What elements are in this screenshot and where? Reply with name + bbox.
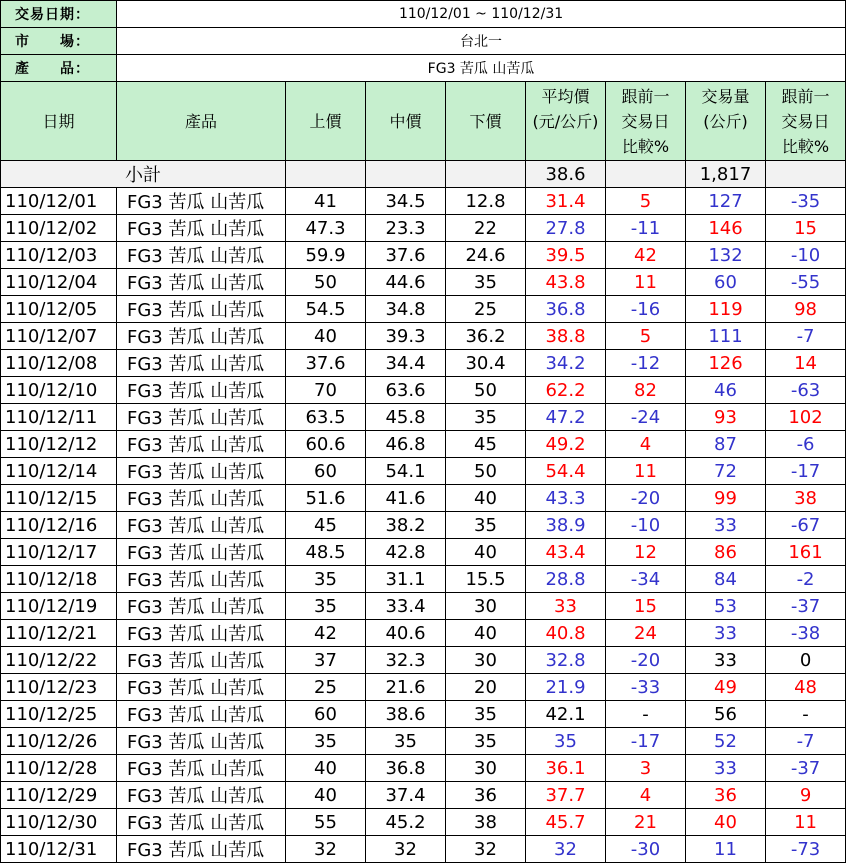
cell-middle-price: 37.4 — [366, 782, 446, 809]
cell-lower-price: 45 — [446, 431, 526, 458]
header-volume — [686, 82, 766, 161]
cell-avg-compare: -34 — [606, 566, 686, 593]
market-row — [1, 28, 846, 55]
cell-upper-price: 48.5 — [286, 539, 366, 566]
cell-middle-price: 42.8 — [366, 539, 446, 566]
cell-middle-price: 34.4 — [366, 350, 446, 377]
cell-date: 110/12/31 — [1, 836, 117, 863]
cell-lower-price: 15.5 — [446, 566, 526, 593]
cell-avg-compare: -12 — [606, 350, 686, 377]
cell-product: FG3 苦瓜 山苦瓜 — [117, 512, 286, 539]
cell-upper-price: 55 — [286, 809, 366, 836]
cell-date: 110/12/02 — [1, 215, 117, 242]
cell-middle-price: 45.8 — [366, 404, 446, 431]
cell-volume-compare: -55 — [766, 269, 846, 296]
cell-lower-price: 30.4 — [446, 350, 526, 377]
cell-date: 110/12/19 — [1, 593, 117, 620]
table-row — [1, 809, 846, 836]
cell-upper-price: 35 — [286, 593, 366, 620]
cell-lower-price: 35 — [446, 728, 526, 755]
cell-product: FG3 苦瓜 山苦瓜 — [117, 620, 286, 647]
cell-upper-price: 54.5 — [286, 296, 366, 323]
cell-product: FG3 苦瓜 山苦瓜 — [117, 674, 286, 701]
cell-upper-price: 70 — [286, 377, 366, 404]
trade-date-value: 110/12/01 ~ 110/12/31 — [117, 1, 846, 28]
header-volume-compare-line1: 跟前一 — [781, 86, 830, 106]
cell-product: FG3 苦瓜 山苦瓜 — [117, 323, 286, 350]
data-rows — [1, 188, 846, 863]
cell-middle-price: 38.6 — [366, 701, 446, 728]
cell-volume-compare: 102 — [766, 404, 846, 431]
cell-upper-price: 35 — [286, 566, 366, 593]
cell-avg-compare: 3 — [606, 755, 686, 782]
cell-lower-price: 40 — [446, 620, 526, 647]
table-row — [1, 350, 846, 377]
cell-product: FG3 苦瓜 山苦瓜 — [117, 593, 286, 620]
cell-middle-price: 36.8 — [366, 755, 446, 782]
header-avg-compare-line2: 交易日 — [621, 111, 670, 131]
cell-volume: 146 — [686, 215, 766, 242]
cell-upper-price: 40 — [286, 323, 366, 350]
cell-lower-price: 30 — [446, 647, 526, 674]
cell-volume: 46 — [686, 377, 766, 404]
cell-avg-compare: 15 — [606, 593, 686, 620]
cell-date: 110/12/15 — [1, 485, 117, 512]
table-row — [1, 404, 846, 431]
cell-product: FG3 苦瓜 山苦瓜 — [117, 431, 286, 458]
cell-product: FG3 苦瓜 山苦瓜 — [117, 701, 286, 728]
cell-volume: 40 — [686, 809, 766, 836]
cell-avg-compare: -17 — [606, 728, 686, 755]
subtotal-avg-price: 38.6 — [526, 161, 606, 188]
cell-middle-price: 54.1 — [366, 458, 446, 485]
cell-lower-price: 50 — [446, 377, 526, 404]
cell-lower-price: 20 — [446, 674, 526, 701]
cell-avg-price: 54.4 — [526, 458, 606, 485]
cell-avg-compare: 12 — [606, 539, 686, 566]
table-row — [1, 728, 846, 755]
cell-upper-price: 59.9 — [286, 242, 366, 269]
cell-middle-price: 32 — [366, 836, 446, 863]
header-avg-price — [526, 82, 606, 161]
cell-volume: 36 — [686, 782, 766, 809]
header-avg-compare-line1: 跟前一 — [621, 86, 670, 106]
cell-avg-price: 36.8 — [526, 296, 606, 323]
cell-date: 110/12/29 — [1, 782, 117, 809]
cell-lower-price: 40 — [446, 539, 526, 566]
cell-middle-price: 39.3 — [366, 323, 446, 350]
subtotal-row — [1, 161, 846, 188]
cell-upper-price: 41 — [286, 188, 366, 215]
cell-date: 110/12/03 — [1, 242, 117, 269]
cell-product: FG3 苦瓜 山苦瓜 — [117, 350, 286, 377]
cell-avg-compare: -30 — [606, 836, 686, 863]
cell-product: FG3 苦瓜 山苦瓜 — [117, 404, 286, 431]
cell-volume-compare: -73 — [766, 836, 846, 863]
cell-upper-price: 45 — [286, 512, 366, 539]
cell-lower-price: 25 — [446, 296, 526, 323]
cell-volume: 93 — [686, 404, 766, 431]
table-row — [1, 620, 846, 647]
cell-volume: 99 — [686, 485, 766, 512]
cell-lower-price: 38 — [446, 809, 526, 836]
cell-middle-price: 32.3 — [366, 647, 446, 674]
subtotal-label: 小計 — [1, 161, 286, 188]
header-middle-price: 中價 — [366, 82, 446, 161]
table-row — [1, 377, 846, 404]
cell-volume-compare: 98 — [766, 296, 846, 323]
cell-avg-compare: 5 — [606, 323, 686, 350]
cell-avg-price: 35 — [526, 728, 606, 755]
cell-volume: 56 — [686, 701, 766, 728]
header-product: 產品 — [117, 82, 286, 161]
trade-date-row — [1, 1, 846, 28]
cell-volume: 84 — [686, 566, 766, 593]
cell-lower-price: 24.6 — [446, 242, 526, 269]
column-header-row — [1, 82, 846, 161]
cell-middle-price: 33.4 — [366, 593, 446, 620]
cell-date: 110/12/25 — [1, 701, 117, 728]
cell-middle-price: 31.1 — [366, 566, 446, 593]
header-lower-price: 下價 — [446, 82, 526, 161]
cell-volume-compare: -63 — [766, 377, 846, 404]
cell-avg-compare: -10 — [606, 512, 686, 539]
cell-volume: 111 — [686, 323, 766, 350]
cell-upper-price: 50 — [286, 269, 366, 296]
cell-avg-compare: 4 — [606, 431, 686, 458]
cell-volume-compare: - — [766, 701, 846, 728]
cell-upper-price: 42 — [286, 620, 366, 647]
table-row — [1, 269, 846, 296]
market-label: 市 場： — [1, 28, 117, 55]
cell-volume-compare: -35 — [766, 188, 846, 215]
cell-date: 110/12/01 — [1, 188, 117, 215]
header-date: 日期 — [1, 82, 117, 161]
cell-volume: 126 — [686, 350, 766, 377]
cell-upper-price: 37 — [286, 647, 366, 674]
cell-avg-price: 39.5 — [526, 242, 606, 269]
cell-date: 110/12/07 — [1, 323, 117, 350]
table-row — [1, 188, 846, 215]
cell-volume-compare: 15 — [766, 215, 846, 242]
cell-middle-price: 35 — [366, 728, 446, 755]
table-row — [1, 593, 846, 620]
cell-avg-price: 43.3 — [526, 485, 606, 512]
cell-upper-price: 32 — [286, 836, 366, 863]
table-row — [1, 431, 846, 458]
cell-lower-price: 35 — [446, 701, 526, 728]
cell-lower-price: 35 — [446, 404, 526, 431]
header-volume-compare — [766, 82, 846, 161]
cell-avg-compare: -24 — [606, 404, 686, 431]
cell-product: FG3 苦瓜 山苦瓜 — [117, 809, 286, 836]
cell-avg-compare: 4 — [606, 782, 686, 809]
cell-volume-compare: -2 — [766, 566, 846, 593]
cell-product: FG3 苦瓜 山苦瓜 — [117, 755, 286, 782]
cell-date: 110/12/18 — [1, 566, 117, 593]
cell-middle-price: 37.6 — [366, 242, 446, 269]
table-row — [1, 539, 846, 566]
cell-upper-price: 51.6 — [286, 485, 366, 512]
cell-lower-price: 12.8 — [446, 188, 526, 215]
cell-avg-compare: -20 — [606, 485, 686, 512]
header-volume-line1: 交易量 — [701, 86, 750, 106]
cell-upper-price: 35 — [286, 728, 366, 755]
table-row — [1, 323, 846, 350]
cell-lower-price: 40 — [446, 485, 526, 512]
cell-volume-compare: -37 — [766, 755, 846, 782]
trade-date-label: 交易日期： — [1, 1, 117, 28]
cell-volume-compare: -37 — [766, 593, 846, 620]
cell-volume-compare: 48 — [766, 674, 846, 701]
cell-middle-price: 44.6 — [366, 269, 446, 296]
header-volume-compare-line3: 比較% — [781, 136, 830, 156]
cell-lower-price: 35 — [446, 269, 526, 296]
table-row — [1, 242, 846, 269]
table-row — [1, 566, 846, 593]
table-row — [1, 755, 846, 782]
cell-avg-price: 28.8 — [526, 566, 606, 593]
table-row — [1, 458, 846, 485]
cell-avg-price: 37.7 — [526, 782, 606, 809]
cell-product: FG3 苦瓜 山苦瓜 — [117, 647, 286, 674]
cell-upper-price: 60.6 — [286, 431, 366, 458]
cell-volume: 119 — [686, 296, 766, 323]
cell-avg-price: 32.8 — [526, 647, 606, 674]
cell-avg-compare: 24 — [606, 620, 686, 647]
cell-avg-price: 33 — [526, 593, 606, 620]
cell-avg-price: 38.9 — [526, 512, 606, 539]
cell-avg-compare: -33 — [606, 674, 686, 701]
product-value: FG3 苦瓜 山苦瓜 — [117, 55, 846, 82]
cell-lower-price: 36 — [446, 782, 526, 809]
cell-avg-price: 42.1 — [526, 701, 606, 728]
header-volume-compare-line2: 交易日 — [781, 111, 830, 131]
cell-middle-price: 40.6 — [366, 620, 446, 647]
cell-middle-price: 21.6 — [366, 674, 446, 701]
cell-avg-compare: -20 — [606, 647, 686, 674]
header-avg-price-line2: (元/公斤) — [532, 111, 599, 131]
cell-avg-price: 43.4 — [526, 539, 606, 566]
cell-product: FG3 苦瓜 山苦瓜 — [117, 728, 286, 755]
cell-product: FG3 苦瓜 山苦瓜 — [117, 539, 286, 566]
cell-date: 110/12/12 — [1, 431, 117, 458]
cell-product: FG3 苦瓜 山苦瓜 — [117, 242, 286, 269]
cell-volume-compare: -10 — [766, 242, 846, 269]
cell-volume: 72 — [686, 458, 766, 485]
cell-date: 110/12/10 — [1, 377, 117, 404]
cell-avg-price: 47.2 — [526, 404, 606, 431]
cell-product: FG3 苦瓜 山苦瓜 — [117, 566, 286, 593]
cell-avg-compare: 82 — [606, 377, 686, 404]
cell-date: 110/12/23 — [1, 674, 117, 701]
cell-volume-compare: 9 — [766, 782, 846, 809]
cell-middle-price: 41.6 — [366, 485, 446, 512]
cell-date: 110/12/22 — [1, 647, 117, 674]
cell-middle-price: 63.6 — [366, 377, 446, 404]
cell-avg-compare: 5 — [606, 188, 686, 215]
cell-volume: 86 — [686, 539, 766, 566]
cell-middle-price: 34.5 — [366, 188, 446, 215]
cell-date: 110/12/26 — [1, 728, 117, 755]
cell-avg-compare: - — [606, 701, 686, 728]
cell-date: 110/12/28 — [1, 755, 117, 782]
cell-avg-compare: 21 — [606, 809, 686, 836]
cell-avg-compare: 11 — [606, 269, 686, 296]
cell-avg-compare: 42 — [606, 242, 686, 269]
cell-date: 110/12/11 — [1, 404, 117, 431]
cell-volume-compare: -38 — [766, 620, 846, 647]
cell-lower-price: 50 — [446, 458, 526, 485]
cell-volume: 52 — [686, 728, 766, 755]
cell-upper-price: 60 — [286, 458, 366, 485]
cell-avg-price: 34.2 — [526, 350, 606, 377]
cell-volume: 132 — [686, 242, 766, 269]
cell-avg-price: 38.8 — [526, 323, 606, 350]
cell-product: FG3 苦瓜 山苦瓜 — [117, 269, 286, 296]
cell-volume-compare: -67 — [766, 512, 846, 539]
cell-product: FG3 苦瓜 山苦瓜 — [117, 485, 286, 512]
cell-avg-compare: -16 — [606, 296, 686, 323]
cell-upper-price: 40 — [286, 782, 366, 809]
cell-avg-price: 45.7 — [526, 809, 606, 836]
cell-volume: 53 — [686, 593, 766, 620]
cell-avg-price: 31.4 — [526, 188, 606, 215]
cell-volume-compare: -7 — [766, 728, 846, 755]
cell-volume: 49 — [686, 674, 766, 701]
cell-avg-price: 43.8 — [526, 269, 606, 296]
cell-avg-compare: -11 — [606, 215, 686, 242]
market-value: 台北一 — [117, 28, 846, 55]
table-row — [1, 701, 846, 728]
table-row — [1, 836, 846, 863]
cell-middle-price: 46.8 — [366, 431, 446, 458]
cell-middle-price: 38.2 — [366, 512, 446, 539]
cell-lower-price: 32 — [446, 836, 526, 863]
table-row — [1, 782, 846, 809]
cell-volume: 33 — [686, 620, 766, 647]
cell-product: FG3 苦瓜 山苦瓜 — [117, 215, 286, 242]
table-row — [1, 215, 846, 242]
cell-product: FG3 苦瓜 山苦瓜 — [117, 458, 286, 485]
cell-middle-price: 23.3 — [366, 215, 446, 242]
cell-upper-price: 63.5 — [286, 404, 366, 431]
cell-date: 110/12/04 — [1, 269, 117, 296]
cell-volume-compare: 0 — [766, 647, 846, 674]
cell-avg-compare: 11 — [606, 458, 686, 485]
cell-avg-price: 21.9 — [526, 674, 606, 701]
cell-date: 110/12/08 — [1, 350, 117, 377]
cell-avg-price: 36.1 — [526, 755, 606, 782]
cell-middle-price: 45.2 — [366, 809, 446, 836]
table-row — [1, 512, 846, 539]
cell-avg-price: 32 — [526, 836, 606, 863]
cell-avg-price: 40.8 — [526, 620, 606, 647]
cell-lower-price: 35 — [446, 512, 526, 539]
cell-avg-price: 62.2 — [526, 377, 606, 404]
header-avg-price-line1: 平均價 — [541, 86, 590, 106]
cell-volume: 33 — [686, 647, 766, 674]
cell-volume: 33 — [686, 755, 766, 782]
cell-middle-price: 34.8 — [366, 296, 446, 323]
cell-product: FG3 苦瓜 山苦瓜 — [117, 782, 286, 809]
table-row — [1, 674, 846, 701]
cell-date: 110/12/14 — [1, 458, 117, 485]
subtotal-volume: 1,817 — [686, 161, 766, 188]
cell-volume: 87 — [686, 431, 766, 458]
cell-volume-compare: 11 — [766, 809, 846, 836]
cell-date: 110/12/05 — [1, 296, 117, 323]
cell-upper-price: 47.3 — [286, 215, 366, 242]
cell-date: 110/12/30 — [1, 809, 117, 836]
cell-lower-price: 30 — [446, 755, 526, 782]
cell-product: FG3 苦瓜 山苦瓜 — [117, 377, 286, 404]
cell-volume-compare: 14 — [766, 350, 846, 377]
cell-volume: 60 — [686, 269, 766, 296]
product-row — [1, 55, 846, 82]
cell-date: 110/12/21 — [1, 620, 117, 647]
cell-upper-price: 37.6 — [286, 350, 366, 377]
cell-avg-price: 49.2 — [526, 431, 606, 458]
product-label: 產 品： — [1, 55, 117, 82]
cell-volume-compare: 38 — [766, 485, 846, 512]
cell-volume: 127 — [686, 188, 766, 215]
cell-avg-price: 27.8 — [526, 215, 606, 242]
cell-lower-price: 22 — [446, 215, 526, 242]
header-upper-price: 上價 — [286, 82, 366, 161]
cell-lower-price: 36.2 — [446, 323, 526, 350]
cell-date: 110/12/17 — [1, 539, 117, 566]
cell-upper-price: 25 — [286, 674, 366, 701]
cell-product: FG3 苦瓜 山苦瓜 — [117, 836, 286, 863]
cell-volume: 11 — [686, 836, 766, 863]
cell-lower-price: 30 — [446, 593, 526, 620]
cell-product: FG3 苦瓜 山苦瓜 — [117, 296, 286, 323]
cell-volume-compare: -7 — [766, 323, 846, 350]
table-row — [1, 485, 846, 512]
cell-upper-price: 60 — [286, 701, 366, 728]
header-avg-compare-line3: 比較% — [621, 136, 670, 156]
cell-volume-compare: -17 — [766, 458, 846, 485]
cell-volume-compare: -6 — [766, 431, 846, 458]
cell-volume-compare: 161 — [766, 539, 846, 566]
table-row — [1, 296, 846, 323]
cell-volume: 33 — [686, 512, 766, 539]
cell-upper-price: 40 — [286, 755, 366, 782]
cell-date: 110/12/16 — [1, 512, 117, 539]
table-row — [1, 647, 846, 674]
header-avg-compare — [606, 82, 686, 161]
header-volume-line2: (公斤) — [703, 111, 748, 131]
cell-product: FG3 苦瓜 山苦瓜 — [117, 188, 286, 215]
